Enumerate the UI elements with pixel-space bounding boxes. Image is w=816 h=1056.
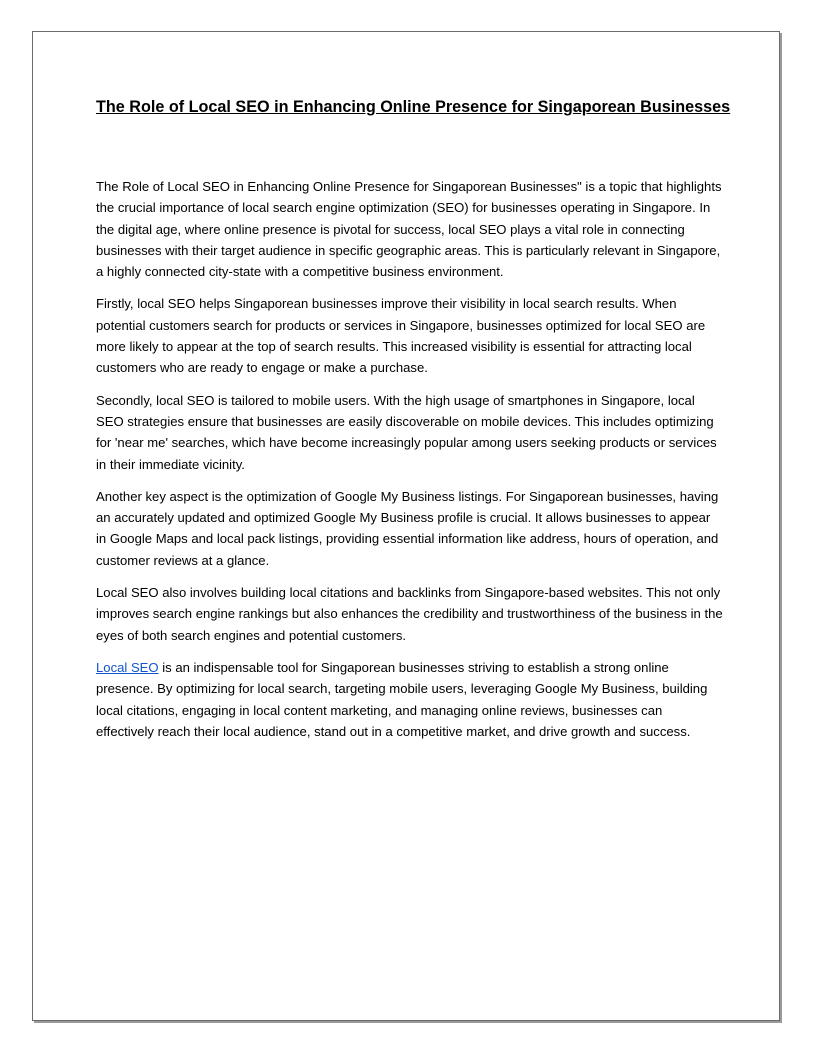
paragraph-citations: Local SEO also involves building local citations and backlinks from Singapore-based websites. This not only improves search engine rankings but also enhances the credibility and trustworthiness of the business in the eyes of both search engines and potential customers. — [96, 585, 723, 643]
paragraph-visibility: Firstly, local SEO helps Singaporean businesses improve their visibility in local search results. When potential customers search for products or services in Singapore, businesses optimized for local SEO are more likely to appear at the top of search results. This increased visibility is essential for attracting local customers who are ready to engage or make a purchase. — [96, 296, 706, 376]
paragraph-mobile: Secondly, local SEO is tailored to mobile users. With the high usage of smartphones in Singapore, local SEO strategies ensure that businesses are easily discoverable on mobile devices. This includes optimizing for 'near me' searches, which have become increasingly popular among users seeking products or services in their immediate vicinity. — [96, 392, 717, 472]
conclusion-text: is an indispensable tool for Singaporean businesses striving to establish a strong online presence. By optimizing for local search, targeting mobile users, leveraging Google My Business, building local citations, engaging in local content marketing, and managing online reviews, businesses can effectively reach their local audience, stand out in a competitive market, and drive growth and success. — [96, 659, 708, 739]
document-content — [96, 96, 731, 753]
local-seo-link[interactable]: Local SEO — [96, 659, 159, 675]
paragraph-google-my-business: Another key aspect is the optimization of Google My Business listings. For Singaporean businesses, having an accurately updated and optimized Google My Business profile is crucial. It allows businesses to appear in Google Maps and local pack listings, providing essential information like address, hours of operation, and customer reviews at a glance. — [96, 488, 719, 568]
paragraph-conclusion — [96, 657, 723, 742]
paragraph-intro: The Role of Local SEO in Enhancing Online Presence for Singaporean Businesses" is a topic that highlights the crucial importance of local search engine optimization (SEO) for businesses operating in Singapore. In the digital age, where online presence is pivotal for success, local SEO plays a vital role in connecting businesses with their target audience in specific geographic areas. This is particularly relevant in Singapore, a highly connected city-state with a competitive business environment. — [96, 179, 722, 280]
document-title: The Role of Local SEO in Enhancing Online Presence for Singaporean Businesses — [96, 98, 731, 116]
document-body — [96, 176, 723, 742]
